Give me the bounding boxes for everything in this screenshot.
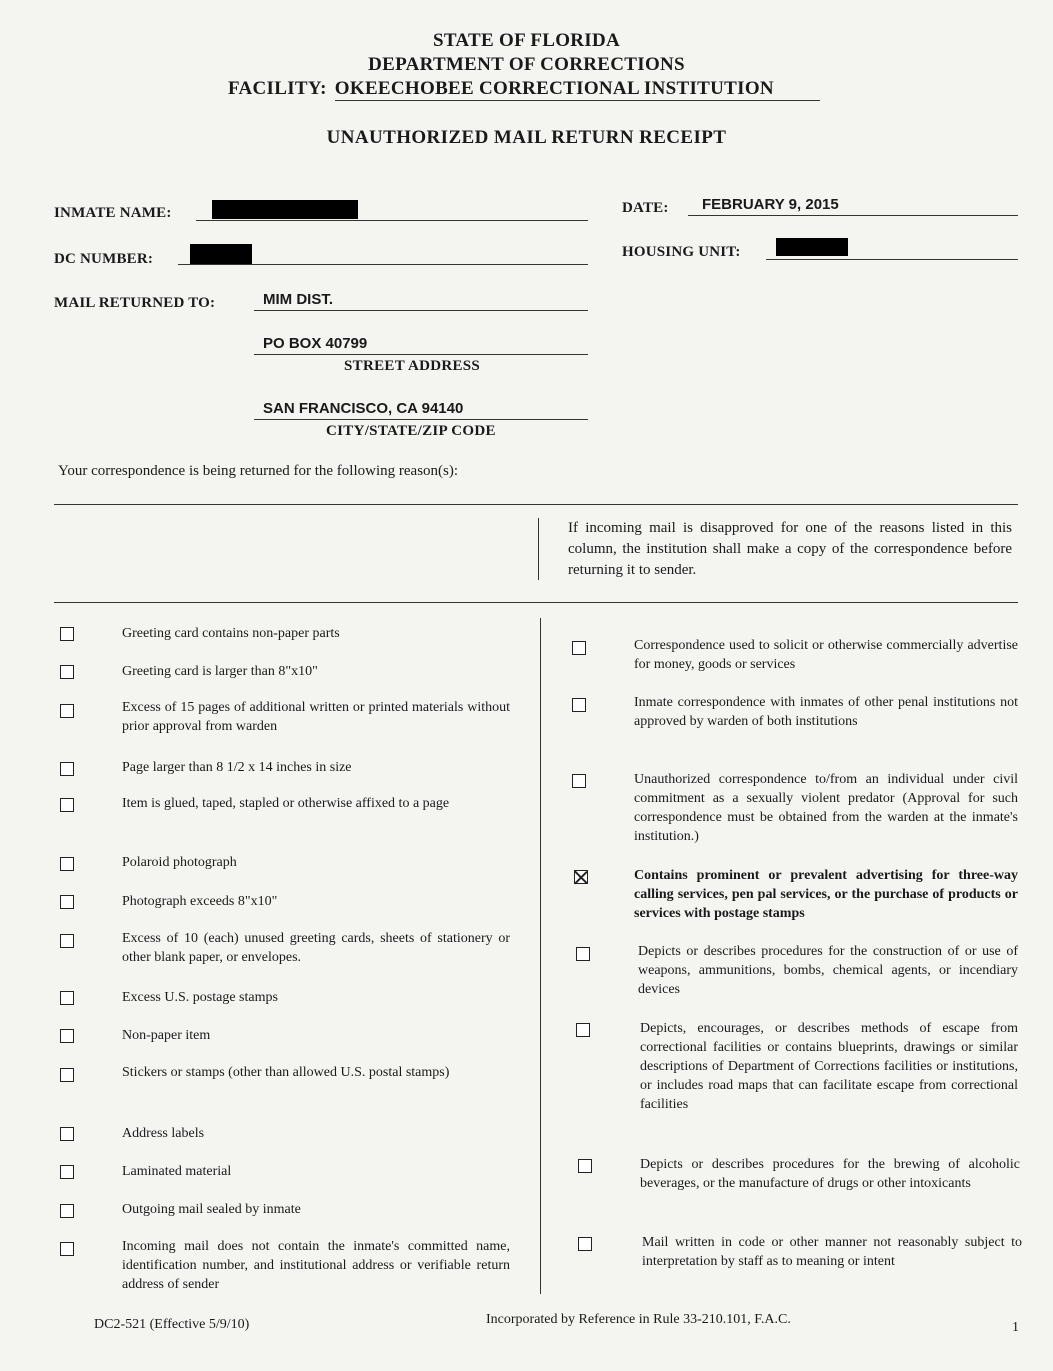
- reason-checkbox[interactable]: [60, 857, 74, 871]
- reason-label: Depicts, encourages, or describes methods of escape from correctional facilities or contains blueprints, drawings or similar descriptions of Department of Corrections facilities or institutions, or includes road maps that can facilitate escape from correctional facilities: [640, 1021, 1018, 1112]
- reason-checkbox[interactable]: [576, 1023, 590, 1037]
- reason-label: Excess U.S. postage stamps: [122, 990, 278, 1005]
- reason-checkbox[interactable]: [572, 641, 586, 655]
- reason-checkbox[interactable]: [60, 704, 74, 718]
- column-divider: [540, 618, 541, 1294]
- reason-label: Incoming mail does not contain the inmate's committed name, identification number, and institutional address or verifiable return address of sender: [122, 1239, 510, 1292]
- note-divider: [538, 518, 539, 580]
- reason-checkbox[interactable]: [578, 1159, 592, 1173]
- inmate-name-field[interactable]: [196, 220, 588, 221]
- reasons-divider-top: [54, 504, 1018, 505]
- form-title: UNAUTHORIZED MAIL RETURN RECEIPT: [326, 127, 727, 148]
- reason-label: Item is glued, taped, stapled or otherwise affixed to a page: [122, 796, 450, 811]
- reason-label: Correspondence used to solicit or otherwise commercially advertise for money, goods or services: [634, 638, 1018, 672]
- mail-returned-to-label: MAIL RETURNED TO:: [54, 295, 216, 311]
- reason-checkbox[interactable]: [60, 627, 74, 641]
- header-state: STATE OF FLORIDA: [432, 30, 621, 51]
- reason-checkbox[interactable]: [60, 1127, 74, 1141]
- reason-checkbox[interactable]: [572, 774, 586, 788]
- reason-checkbox[interactable]: [60, 1029, 74, 1043]
- reason-checkbox[interactable]: [60, 1204, 74, 1218]
- reason-label: Unauthorized correspondence to/from an individual under civil commitment as a sexually violent predator (Approval for such correspondence must be obtained from the warden at the inmate's institution.): [634, 772, 1018, 844]
- reason-checkbox[interactable]: [60, 934, 74, 948]
- reason-checkbox[interactable]: [576, 947, 590, 961]
- reasons-divider-bottom: [54, 602, 1018, 603]
- inmate-name-label: INMATE NAME:: [54, 205, 172, 221]
- reason-label: Page larger than 8 1/2 x 14 inches in size: [122, 760, 352, 775]
- reason-label: Non-paper item: [122, 1028, 211, 1043]
- date-label: DATE:: [622, 200, 669, 216]
- reason-label: Greeting card contains non-paper parts: [122, 626, 340, 641]
- reason-label: Polaroid photograph: [122, 855, 237, 870]
- reason-label: Depicts or describes procedures for the construction of or use of weapons, ammunitions, bombs, chemical agents, or incendiary devices: [638, 944, 1018, 997]
- reason-checkbox[interactable]: [60, 1165, 74, 1179]
- facility-label: FACILITY:: [228, 78, 327, 99]
- dc-number-label: DC NUMBER:: [54, 251, 154, 267]
- reason-label: Mail written in code or other manner not reasonably subject to interpretation by staff as to meaning or intent: [642, 1235, 1022, 1269]
- reason-checkbox[interactable]: [60, 991, 74, 1005]
- reason-label: Excess of 10 (each) unused greeting cards, sheets of stationery or other blank paper, or envelopes.: [122, 931, 510, 965]
- reason-checkbox[interactable]: [572, 698, 586, 712]
- street-address-field[interactable]: [254, 354, 588, 355]
- street-address-value: PO BOX 40799: [263, 335, 368, 352]
- dc-number-field[interactable]: [178, 264, 588, 265]
- housing-unit-redaction: [776, 238, 848, 256]
- reason-checkbox-checked[interactable]: [574, 870, 588, 884]
- reason-checkbox[interactable]: [60, 895, 74, 909]
- reason-label: Stickers or stamps (other than allowed U.S. postal stamps): [122, 1065, 450, 1080]
- page-number: 1: [1012, 1320, 1019, 1335]
- reason-label: Laminated material: [122, 1164, 232, 1179]
- date-value: FEBRUARY 9, 2015: [702, 196, 839, 213]
- street-address-caption: STREET ADDRESS: [344, 358, 481, 374]
- reason-label: Inmate correspondence with inmates of other penal institutions not approved by warden of both institutions: [634, 695, 1018, 729]
- reason-label: Depicts or describes procedures for the brewing of alcoholic beverages, or the manufacture of drugs or other intoxicants: [640, 1157, 1020, 1191]
- incorporated-by-reference: Incorporated by Reference in Rule 33-210.101, F.A.C.: [486, 1312, 791, 1327]
- inmate-name-redaction: [212, 200, 358, 219]
- reason-checkbox[interactable]: [60, 1242, 74, 1256]
- housing-unit-field[interactable]: [766, 259, 1018, 260]
- date-field[interactable]: [688, 215, 1018, 216]
- facility-line: [228, 78, 820, 101]
- reason-checkbox[interactable]: [60, 665, 74, 679]
- form-number: DC2-521 (Effective 5/9/10): [94, 1317, 250, 1332]
- housing-unit-label: HOUSING UNIT:: [622, 244, 741, 260]
- copy-note: If incoming mail is disapproved for one of the reasons listed in this column, the institution shall make a copy of the correspondence before returning it to sender.: [568, 520, 1012, 578]
- facility-value: OKEECHOBEE CORRECTIONAL INSTITUTION: [335, 78, 820, 101]
- reason-label: Outgoing mail sealed by inmate: [122, 1202, 301, 1217]
- reason-label: Excess of 15 pages of additional written or printed materials without prior approval from warden: [122, 700, 510, 734]
- reason-label: Photograph exceeds 8"x10": [122, 894, 278, 909]
- reason-checkbox[interactable]: [60, 1068, 74, 1082]
- mail-returned-to-value: MIM DIST.: [263, 291, 333, 308]
- reason-label: Address labels: [122, 1126, 205, 1141]
- dc-number-redaction: [190, 244, 252, 264]
- city-state-zip-caption: CITY/STATE/ZIP CODE: [326, 423, 496, 439]
- header-department: DEPARTMENT OF CORRECTIONS: [368, 54, 685, 75]
- reason-checkbox[interactable]: [578, 1237, 592, 1251]
- reason-label: Greeting card is larger than 8"x10": [122, 664, 318, 679]
- reason-checkbox[interactable]: [60, 798, 74, 812]
- reason-label: Contains prominent or prevalent advertising for three-way calling services, pen pal services, or the purchase of products or services with postage stamps: [634, 868, 1018, 921]
- reasons-intro: Your correspondence is being returned for the following reason(s):: [58, 463, 459, 479]
- mail-returned-to-field[interactable]: [254, 310, 588, 311]
- city-state-zip-field[interactable]: [254, 419, 588, 420]
- city-state-zip-value: SAN FRANCISCO, CA 94140: [263, 400, 464, 417]
- reason-checkbox[interactable]: [60, 762, 74, 776]
